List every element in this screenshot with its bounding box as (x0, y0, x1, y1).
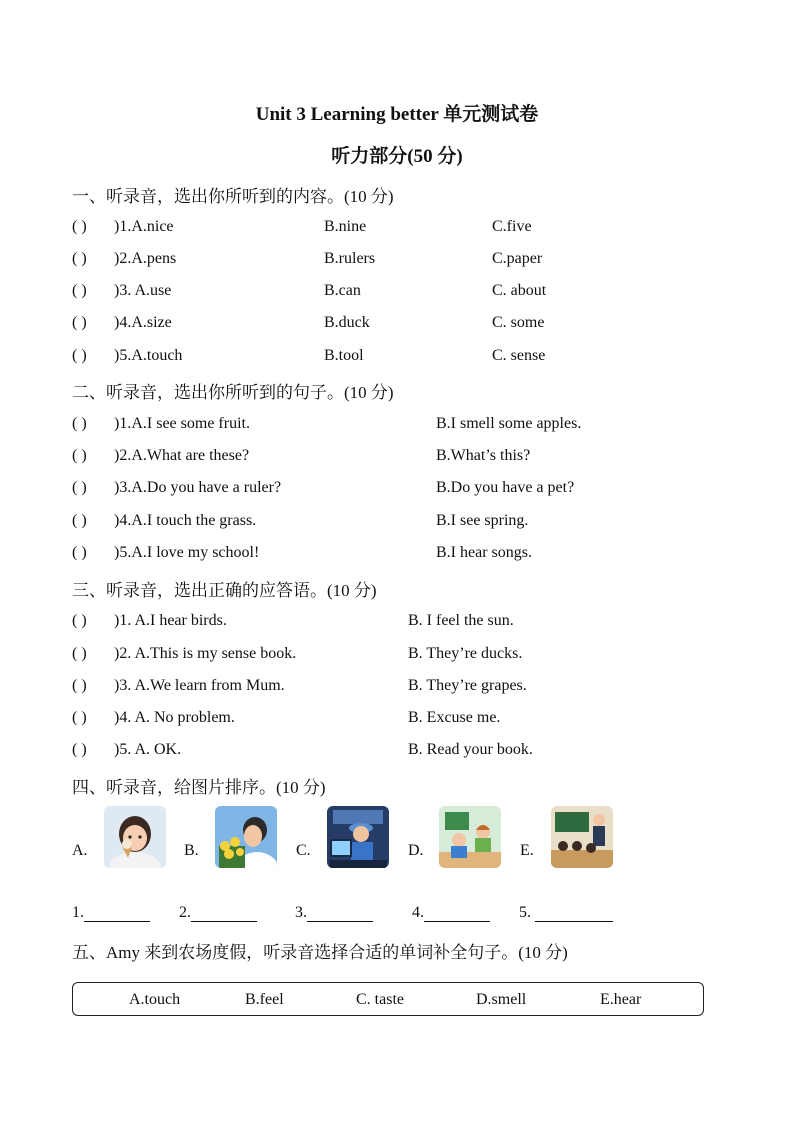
answer-bracket[interactable]: ( ) (72, 479, 87, 496)
option-a: )2. A.This is my sense book. (114, 645, 297, 662)
option-b: B.rulers (324, 250, 376, 267)
option-a: )4.A.I touch the grass. (114, 512, 257, 529)
option-b: B. Read your book. (408, 741, 533, 758)
teacher-classroom-picture (551, 806, 613, 868)
list-item (72, 645, 722, 669)
picture-label-b: B. (184, 842, 199, 859)
list-item (72, 512, 722, 536)
answer-bracket[interactable]: ( ) (72, 447, 87, 464)
answer-slot-2[interactable] (179, 904, 257, 922)
list-item (72, 544, 722, 568)
word-bank (72, 982, 704, 1016)
answer-bracket[interactable]: ( ) (72, 415, 87, 432)
boy-flowers-picture (215, 806, 277, 868)
option-a: )5.A.I love my school! (114, 544, 260, 561)
page-subtitle: 听力部分(50 分) (331, 146, 463, 167)
picture-label-e: E. (520, 842, 534, 859)
children-classroom-picture (439, 806, 501, 868)
list-item (72, 218, 722, 242)
list-item (72, 250, 722, 274)
list-item (72, 282, 722, 306)
option-b: B.Do you have a pet? (436, 479, 575, 496)
option-b: B. Excuse me. (408, 709, 501, 726)
answer-bracket[interactable]: ( ) (72, 741, 87, 758)
option-b: B.I see spring. (436, 512, 529, 529)
picture-label-d: D. (408, 842, 424, 859)
answer-blank[interactable] (84, 905, 150, 922)
option-c: C.five (492, 218, 532, 235)
answer-slot-1[interactable] (72, 904, 150, 922)
option-a: )4.A.size (114, 314, 172, 331)
word-option: B.feel (245, 991, 284, 1008)
option-b: B.I hear songs. (436, 544, 532, 561)
option-b: B.duck (324, 314, 370, 331)
answer-blank[interactable] (307, 905, 373, 922)
option-a: )3. A.use (114, 282, 172, 299)
option-a: )4. A. No problem. (114, 709, 235, 726)
picture-label-a: A. (72, 842, 88, 859)
option-b: B.I smell some apples. (436, 415, 582, 432)
word-option: E.hear (600, 991, 642, 1008)
answer-bracket[interactable]: ( ) (72, 218, 87, 235)
answer-number: 3. (295, 904, 307, 921)
answer-blank[interactable] (535, 905, 613, 922)
boy-computer-picture (327, 806, 389, 868)
word-option: C. taste (356, 991, 404, 1008)
option-c: C. about (492, 282, 547, 299)
answer-slot-4[interactable] (412, 904, 490, 922)
answer-number: 1. (72, 904, 84, 921)
option-a: )1.A.nice (114, 218, 174, 235)
section-5-heading: 五、Amy 来到农场度假，听录音选择合适的单词补全句子。(10 分) (72, 943, 568, 962)
list-item (72, 612, 722, 636)
answer-blank[interactable] (424, 905, 490, 922)
page-title: Unit 3 Learning better 单元测试卷 (255, 104, 539, 125)
list-item (72, 415, 722, 439)
option-a: )5.A.touch (114, 347, 183, 364)
answer-slot-5[interactable] (519, 904, 613, 922)
option-c: C. some (492, 314, 545, 331)
girl-ice-cream-picture (104, 806, 166, 868)
answer-number: 4. (412, 904, 424, 921)
picture-label-c: C. (296, 842, 311, 859)
option-a: )3.A.Do you have a ruler? (114, 479, 282, 496)
list-item (72, 709, 722, 733)
answer-number: 2. (179, 904, 191, 921)
list-item (72, 314, 722, 338)
answer-bracket[interactable]: ( ) (72, 512, 87, 529)
option-a: )1.A.I see some fruit. (114, 415, 250, 432)
picture-row (72, 806, 672, 870)
answer-number: 5. (519, 904, 531, 921)
option-b: B. They’re grapes. (408, 677, 527, 694)
answer-bracket[interactable]: ( ) (72, 347, 87, 364)
word-option: A.touch (129, 991, 181, 1008)
option-a: )3. A.We learn from Mum. (114, 677, 285, 694)
option-a: )2.A.pens (114, 250, 177, 267)
answer-bracket[interactable]: ( ) (72, 544, 87, 561)
answer-bracket[interactable]: ( ) (72, 250, 87, 267)
section-3-heading: 三、听录音，选出正确的应答语。(10 分) (72, 581, 377, 600)
section-2-heading: 二、听录音，选出你所听到的句子。(10 分) (72, 383, 394, 402)
answer-bracket[interactable]: ( ) (72, 282, 87, 299)
section-1-heading: 一、听录音，选出你所听到的内容。(10 分) (72, 187, 394, 206)
option-c: C. sense (492, 347, 546, 364)
list-item (72, 447, 722, 471)
answer-blank[interactable] (191, 905, 257, 922)
option-b: B.can (324, 282, 361, 299)
list-item (72, 677, 722, 701)
option-a: )2.A.What are these? (114, 447, 250, 464)
option-c: C.paper (492, 250, 543, 267)
option-b: B. I feel the sun. (408, 612, 514, 629)
answer-bracket[interactable]: ( ) (72, 709, 87, 726)
answer-bracket[interactable]: ( ) (72, 677, 87, 694)
option-b: B.nine (324, 218, 367, 235)
section-4-heading: 四、听录音，给图片排序。(10 分) (72, 778, 326, 797)
option-a: )1. A.I hear birds. (114, 612, 227, 629)
option-b: B. They’re ducks. (408, 645, 523, 662)
option-b: B.What’s this? (436, 447, 531, 464)
option-a: )5. A. OK. (114, 741, 182, 758)
list-item (72, 479, 722, 503)
answer-bracket[interactable]: ( ) (72, 314, 87, 331)
option-b: B.tool (324, 347, 364, 364)
list-item (72, 741, 722, 765)
answer-bracket[interactable]: ( ) (72, 645, 87, 662)
word-option: D.smell (476, 991, 527, 1008)
answer-slot-3[interactable] (295, 904, 373, 922)
list-item (72, 347, 722, 371)
answer-bracket[interactable]: ( ) (72, 612, 87, 629)
ordering-answers (72, 904, 672, 928)
